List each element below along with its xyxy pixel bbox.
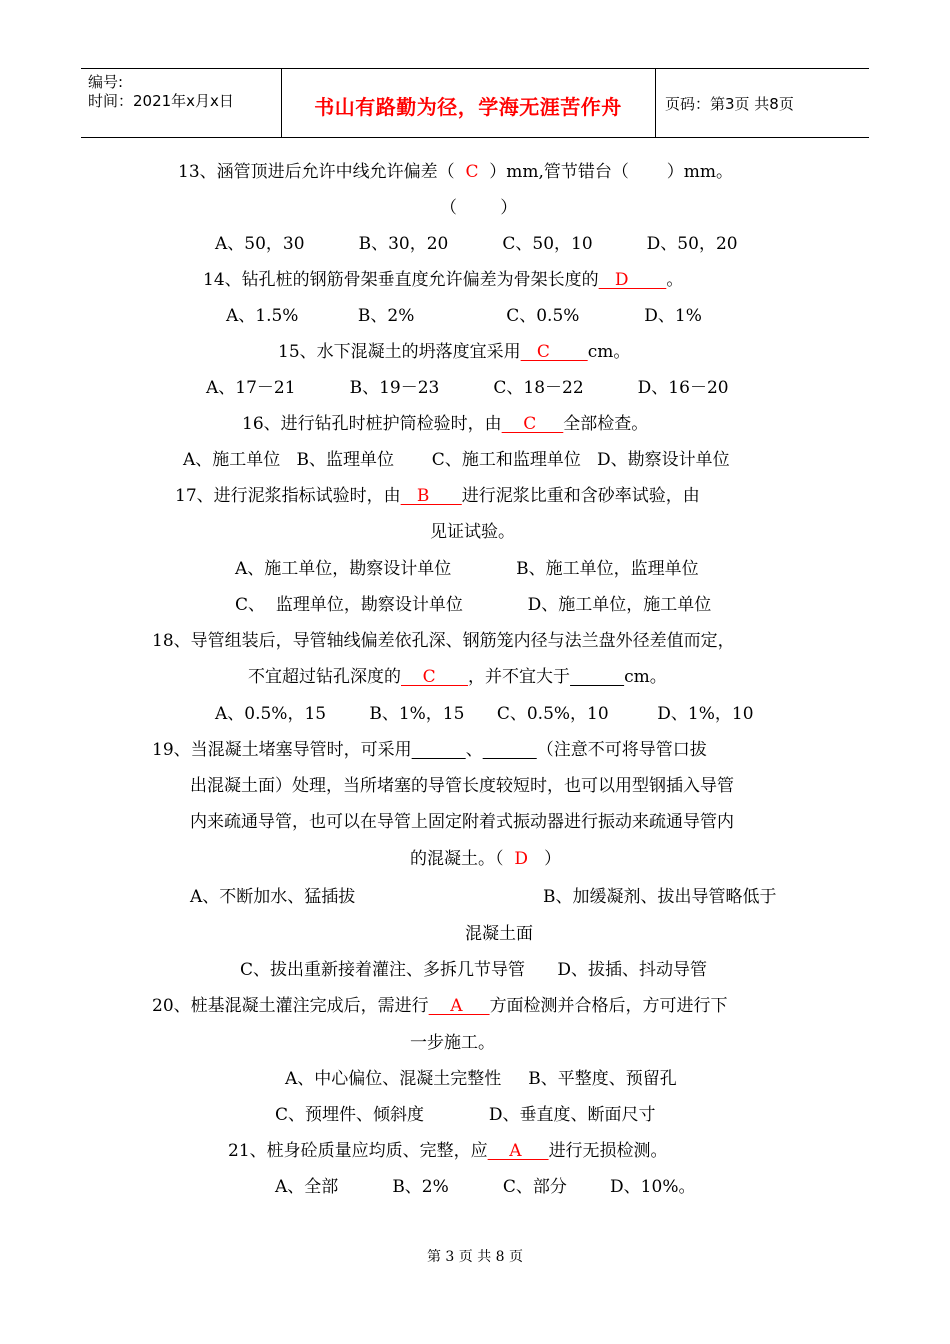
q19-blank-2 <box>483 740 537 760</box>
header-meta-cell <box>81 69 282 137</box>
q19-stem-line3: 内来疏通导管，也可以在导管上固定附着式振动器进行振动来疏通导管内 <box>190 812 734 832</box>
header-divider <box>655 69 656 137</box>
q20-options-1: A、中心偏位、混凝土完整性 B、平整度、预留孔 <box>285 1069 677 1089</box>
q16-options: A、施工单位 B、监理单位 C、施工和监理单位 D、勘察设计单位 <box>183 450 730 470</box>
q17-options-2: C、 监理单位，勘察设计单位 D、施工单位，施工单位 <box>235 595 712 615</box>
q17-options-1: A、施工单位，勘察设计单位 B、施工单位，监理单位 <box>235 559 699 579</box>
q18-stem: 18、导管组装后，导管轴线偏差依孔深、钢筋笼内径与法兰盘外径差值而定， <box>152 631 735 651</box>
q17-stem-cont: 见证试验。 <box>430 522 515 542</box>
time-label: 时间：2021年x月x日 <box>88 92 234 110</box>
header-page-label: 页码：第3页 共8页 <box>665 95 794 113</box>
q15-stem: 15、水下混凝土的坍落度宜采用 C cm。 <box>278 342 631 362</box>
q18-stem-cont: 不宜超过钻孔深度的 C ，并不宜大于 cm。 <box>248 667 667 687</box>
q19-answer: D <box>514 849 528 869</box>
q20-answer: A <box>428 996 490 1016</box>
q13-options: A、50，30 B、30，20 C、50，10 D、50，20 <box>215 234 738 254</box>
q19-blank-1 <box>412 740 466 760</box>
q17-stem: 17、进行泥浆指标试验时，由 B 进行泥浆比重和含砂率试验，由 <box>175 486 700 506</box>
q14-stem: 14、钻孔桩的钢筋骨架垂直度允许偏差为骨架长度的 D 。 <box>203 270 684 290</box>
q19-options-2: C、拔出重新接着灌注、多拆几节导管 D、拔插、抖动导管 <box>240 960 708 980</box>
number-label: 编号: <box>88 73 124 91</box>
q21-options: A、全部 B、2% C、部分 D、10%。 <box>275 1177 696 1197</box>
q19-option-a: A、不断加水、猛插拔 <box>190 887 356 907</box>
q21-answer: A <box>487 1141 549 1161</box>
header-motto: 书山有路勤为径，学海无涯苦作舟 <box>314 95 622 119</box>
q16-answer: C <box>501 414 564 434</box>
page-header <box>81 68 869 138</box>
q15-answer: C <box>520 342 588 362</box>
q13-answer: C <box>465 162 479 182</box>
q19-stem-line4: 的混凝土。（ D ） <box>410 849 562 869</box>
q19-stem: 19、当混凝土堵塞导管时，可采用 、 （注意不可将导管口拔 <box>152 740 707 760</box>
q13-stem: 13、涵管顶进后允许中线允许偏差（ C ）mm,管节错台（ ）mm。 <box>178 162 733 182</box>
q14-answer: D <box>598 270 667 290</box>
q18-options: A、0.5%，15 B、1%，15 C、0.5%，10 D、1%，10 <box>215 704 754 724</box>
q20-stem: 20、桩基混凝土灌注完成后，需进行 A 方面检测并合格后，方可进行下 <box>152 996 728 1016</box>
q15-options: A、17－21 B、19－23 C、18－22 D、16－20 <box>206 378 729 398</box>
q21-stem: 21、桩身砼质量应均质、完整，应 A 进行无损检测。 <box>228 1141 668 1161</box>
q19-option-b-cont: 混凝土面 <box>465 924 533 944</box>
q19-option-b: B、加缓凝剂、拔出导管略低于 <box>543 887 777 907</box>
q20-stem-cont: 一步施工。 <box>410 1033 495 1053</box>
q20-options-2: C、预埋件、倾斜度 D、垂直度、断面尺寸 <box>275 1105 656 1125</box>
q14-options: A、1.5% B、2% C、0.5% D、1% <box>226 306 702 326</box>
q17-answer: B <box>400 486 462 506</box>
q19-stem-line2: 出混凝土面）处理，当所堵塞的导管长度较短时，也可以用型钢插入导管 <box>190 776 734 796</box>
q13-second-blank: （ ） <box>440 198 518 218</box>
q16-stem: 16、进行钻孔时桩护筒检验时，由 C 全部检查。 <box>242 414 649 434</box>
q18-blank <box>570 667 624 687</box>
q18-answer: C <box>401 667 469 687</box>
page-footer: 第 3 页 共 8 页 <box>426 1249 524 1265</box>
